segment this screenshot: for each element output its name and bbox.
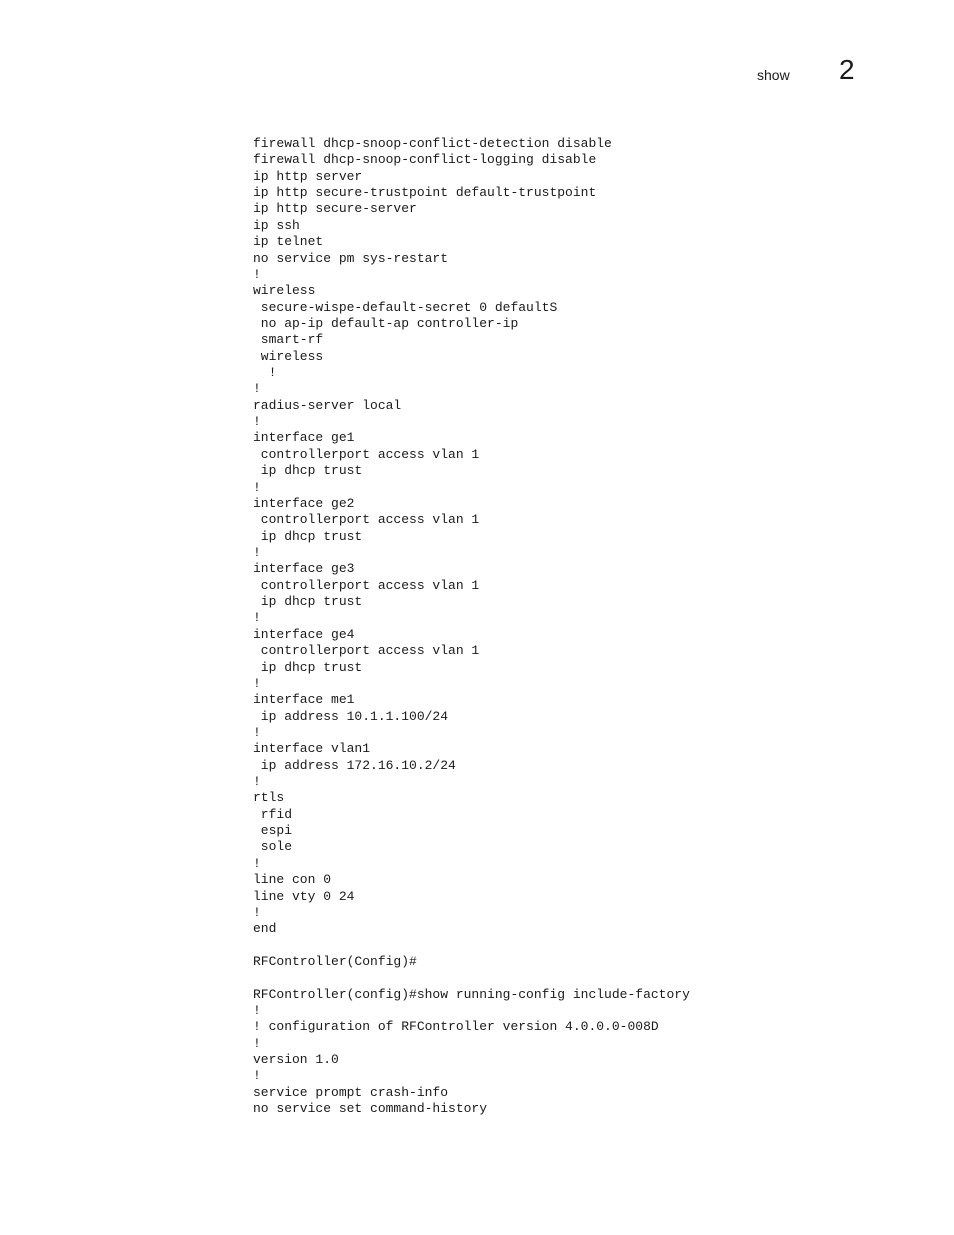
code-line: controllerport access vlan 1	[253, 512, 480, 528]
code-line: ip telnet	[253, 234, 324, 250]
chapter-number: 2	[839, 54, 855, 85]
code-line: smart-rf	[253, 332, 324, 348]
code-line: interface ge2	[253, 495, 355, 511]
code-line: ip http secure-trustpoint default-trustpoint	[253, 185, 597, 201]
code-line: ip address 172.16.10.2/24	[253, 757, 456, 773]
code-line: ip dhcp trust	[253, 463, 363, 479]
code-line: interface ge3	[253, 561, 355, 577]
code-line: rtls	[253, 790, 285, 806]
code-line: !	[253, 904, 261, 920]
code-line: !	[253, 724, 261, 740]
code-line: sole	[253, 839, 293, 855]
code-line: ip dhcp trust	[253, 594, 363, 610]
code-line	[253, 970, 690, 986]
code-line: ip dhcp trust	[253, 659, 363, 675]
code-line: ip ssh	[253, 217, 300, 233]
code-line: line vty 0 24	[253, 888, 355, 904]
code-line: !	[253, 479, 261, 495]
code-line: wireless	[253, 283, 316, 299]
code-line: !	[253, 381, 261, 397]
code-line: !	[253, 1035, 261, 1051]
code-line: interface vlan1	[253, 741, 371, 757]
code-line: radius-server local	[253, 397, 402, 413]
code-line: espi	[253, 823, 293, 839]
code-line: controllerport access vlan 1	[253, 577, 480, 593]
code-line: interface ge1	[253, 430, 355, 446]
code-listing	[253, 136, 690, 1118]
code-line: !	[253, 266, 261, 282]
code-line: controllerport access vlan 1	[253, 643, 480, 659]
code-line: !	[253, 1068, 261, 1084]
code-line: !	[253, 414, 261, 430]
code-line: wireless	[253, 348, 324, 364]
code-line: no ap-ip default-ap controller-ip	[253, 315, 519, 331]
code-line: firewall dhcp-snoop-conflict-logging disable	[253, 152, 597, 168]
code-line: !	[253, 1003, 261, 1019]
code-line: firewall dhcp-snoop-conflict-detection disable	[253, 136, 612, 151]
code-line: version 1.0	[253, 1052, 339, 1068]
code-line: !	[253, 610, 261, 626]
code-line: !	[253, 675, 261, 691]
code-line: RFController(config)#show running-config include-factory	[253, 986, 690, 1002]
code-line: !	[253, 855, 261, 871]
code-line: ip address 10.1.1.100/24	[253, 708, 449, 724]
code-line: secure-wispe-default-secret 0 defaultS	[253, 299, 558, 315]
code-line: !	[253, 774, 261, 790]
code-line: line con 0	[253, 872, 332, 888]
code-line: end	[253, 921, 277, 937]
running-header-section: show	[757, 67, 790, 83]
code-line: ip dhcp trust	[253, 528, 363, 544]
code-line: rfid	[253, 806, 293, 822]
code-line: RFController(Config)#	[253, 953, 417, 969]
code-line: ip http secure-server	[253, 201, 417, 217]
code-line: interface ge4	[253, 626, 355, 642]
code-line: no service set command-history	[253, 1101, 488, 1117]
code-line: service prompt crash-info	[253, 1084, 449, 1100]
code-line: ip http server	[253, 168, 363, 184]
code-line: no service pm sys-restart	[253, 250, 449, 266]
code-line: !	[253, 544, 261, 560]
code-line: !	[253, 365, 277, 381]
code-line: ! configuration of RFController version 4.0.0.0-008D	[253, 1019, 659, 1035]
code-line: interface me1	[253, 692, 355, 708]
code-line: controllerport access vlan 1	[253, 446, 480, 462]
code-line	[253, 938, 690, 954]
